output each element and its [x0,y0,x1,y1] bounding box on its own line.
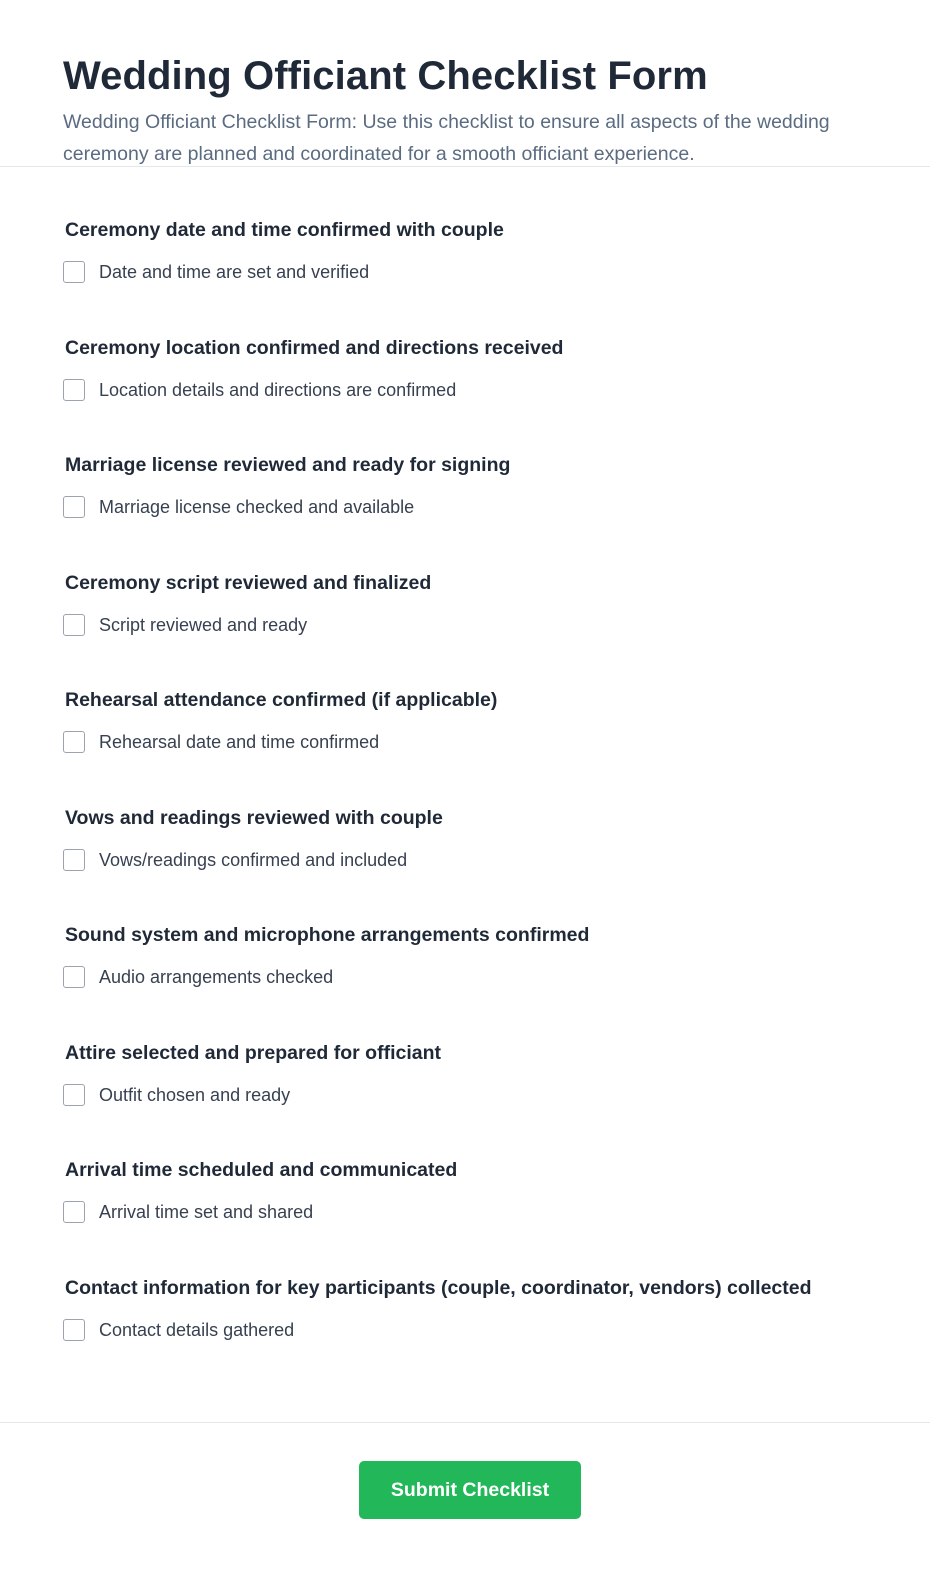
checkbox[interactable] [63,261,85,283]
question-label: Sound system and microphone arrangements confirmed [65,924,590,946]
option-sound-system[interactable] [65,964,867,990]
option-vows[interactable] [65,847,867,873]
option-label: Contact details gathered [99,1319,295,1340]
question-script [65,570,867,688]
option-arrival-time[interactable] [65,1199,867,1225]
question-location [65,335,867,453]
question-label: Contact information for key participants (couple, coordinator, vendors) collected [65,1276,812,1299]
question-sound-system [65,922,867,1040]
question-label: Ceremony script reviewed and finalized [65,571,432,594]
question-vows [65,805,867,923]
question-label: Attire selected and prepared for officiant [65,1041,441,1064]
option-label: Vows/readings confirmed and included [99,849,408,870]
question-label: Marriage license reviewed and ready for signing [65,454,511,476]
option-marriage-license[interactable] [65,494,867,520]
checkbox[interactable] [63,614,85,636]
question-label: Vows and readings reviewed with couple [65,806,443,829]
question-label: Rehearsal attendance confirmed (if applicable) [65,689,498,711]
question-label: Ceremony date and time confirmed with couple [65,219,504,241]
page-description: Wedding Officiant Checklist Form: Use this checklist to ensure all aspects of the wedding ceremony are planned and coordinated for a smooth officiant experience. [63,111,830,165]
question-attire [65,1040,867,1158]
question-date-time [65,217,867,335]
option-date-time[interactable] [65,259,867,285]
checkbox[interactable] [63,966,85,988]
checkbox[interactable] [63,379,85,401]
option-label: Audio arrangements checked [99,967,334,987]
option-attire[interactable] [65,1082,867,1108]
option-label: Location details and directions are confirmed [99,379,457,400]
checkbox[interactable] [63,1319,85,1341]
checkbox[interactable] [63,731,85,753]
checkbox[interactable] [63,849,85,871]
question-arrival-time [65,1157,867,1275]
form-footer [0,1422,930,1581]
question-marriage-license [65,452,867,570]
option-contact-info[interactable] [65,1317,867,1343]
option-script[interactable] [65,612,867,638]
form-header [0,0,930,167]
option-label: Outfit chosen and ready [99,1084,291,1105]
submit-checklist-button[interactable]: Submit Checklist [359,1461,581,1519]
checkbox[interactable] [63,1084,85,1106]
page-title: Wedding Officiant Checklist Form [63,54,708,98]
option-location[interactable] [65,377,867,403]
option-label: Rehearsal date and time confirmed [99,732,380,752]
question-contact-info [65,1275,867,1393]
question-label: Arrival time scheduled and communicated [65,1159,458,1181]
question-rehearsal [65,687,867,805]
checkbox[interactable] [63,1201,85,1223]
checkbox[interactable] [63,496,85,518]
option-rehearsal[interactable] [65,729,867,755]
option-label: Script reviewed and ready [99,614,308,635]
option-label: Marriage license checked and available [99,497,415,517]
option-label: Arrival time set and shared [99,1202,314,1222]
checklist-form [0,167,930,1380]
option-label: Date and time are set and verified [99,262,370,282]
question-label: Ceremony location confirmed and directions received [65,336,564,359]
